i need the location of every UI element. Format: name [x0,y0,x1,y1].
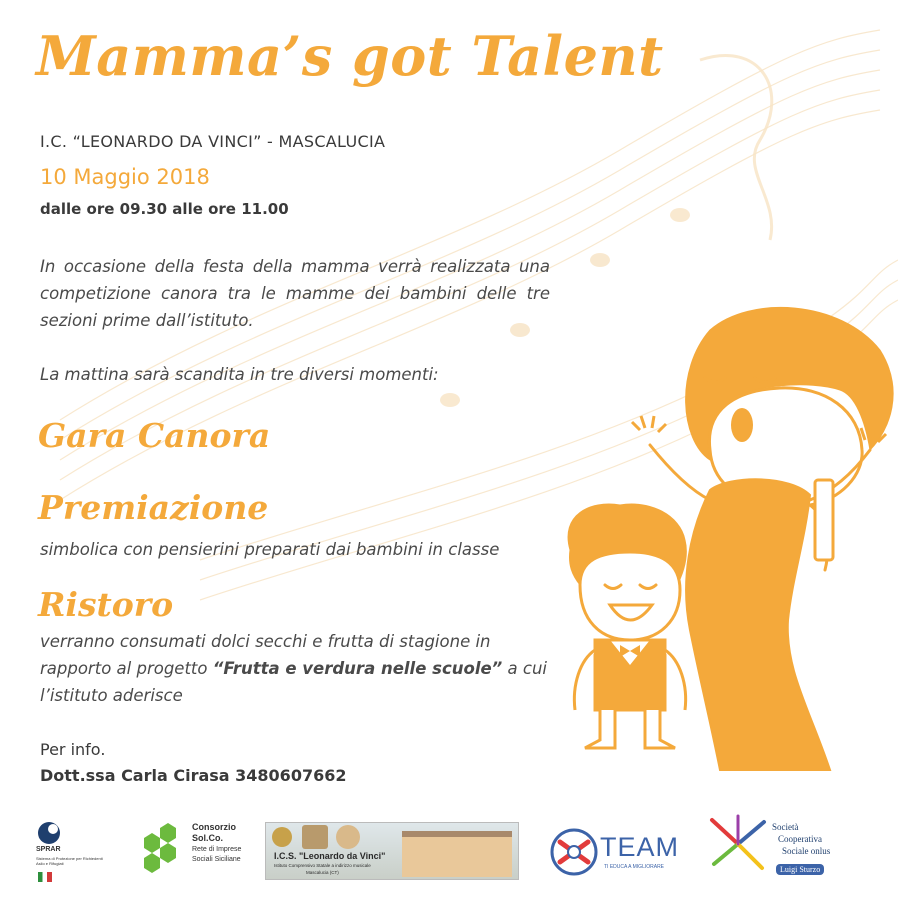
info-contact: Dott.ssa Carla Cirasa 3480607662 [40,766,347,785]
team-name: TEAM [600,832,680,862]
lead-text: La mattina sarà scandita in tre diversi momenti: [40,365,439,384]
moment-desc-premiazione: simbolica con pensierini preparati dai bambini in classe [40,540,500,559]
event-hours: dalle ore 09.30 alle ore 11.00 [40,200,289,218]
school-name: I.C. “LEONARDO DA VINCI” - MASCALUCIA [40,132,386,151]
sponsor-logos [0,812,898,900]
sprar-icon [36,820,62,846]
school-logo-city: Mascalucia (CT) [306,870,339,875]
logo-consorzio-solco [132,818,282,888]
leonardo-portrait-icon [302,825,328,849]
sprar-subtitle: Sistema di Protezione per Richiedenti Asilo e Rifugiati [36,856,103,866]
logo-sprar [36,820,114,890]
singers-illustration [560,300,898,790]
coop-line2: Cooperativa [778,834,822,844]
info-label: Per info. [40,740,106,759]
ristoro-project-name: “Frutta e verdura nelle scuole” [212,659,503,678]
school-building-icon [402,831,512,877]
ristoro-text-post: a cui l’istituto aderisce [40,659,548,705]
moment-heading-gara: Gara Canora [38,416,271,455]
logo-coop-sturzo [706,812,866,888]
page-title: Mamma’s got Talent [36,24,664,88]
ristoro-text-pre: verranno consumati dolci secchi e frutta di stagione in rapporto al progetto [40,632,491,678]
star-burst-icon [706,812,770,876]
mother-dress [686,479,830,770]
sprar-name: SPRAR [36,846,61,853]
republic-emblem-icon [272,827,292,847]
moment-desc-ristoro [40,628,550,709]
consorzio-line3: Rete di Imprese [192,846,242,853]
school-logo-sub: Istituto Comprensivo Statale a indirizzo musicale [274,863,371,868]
moment-heading-premiazione: Premiazione [38,488,269,527]
moment-heading-ristoro: Ristoro [38,585,174,624]
flag-icon [38,872,52,882]
consorzio-line4: Sociali Siciliane [192,856,241,863]
event-date: 10 Maggio 2018 [40,165,210,189]
intro-paragraph: In occasione della festa della mamma verrà realizzata una competizione canora tra le mamme dei bambini delle tre sezioni prime dall’istituto. [40,257,550,330]
logo-school [265,822,519,880]
honeycomb-icon [132,818,188,874]
school-logo-name: I.C.S. "Leonardo da Vinci" [274,851,386,861]
consorzio-line2: Sol.Co. [192,833,223,843]
coop-badge: Luigi Sturzo [776,864,824,875]
team-tagline: TI EDUCA A MIGLIORARE [604,864,665,870]
coop-line1: Società [772,822,799,832]
logo-team [548,826,698,882]
school-seal-icon [336,825,360,849]
consorzio-line1: Consorzio [192,822,236,832]
coop-line3: Sociale onlus [782,846,831,856]
team-icon [548,826,600,878]
